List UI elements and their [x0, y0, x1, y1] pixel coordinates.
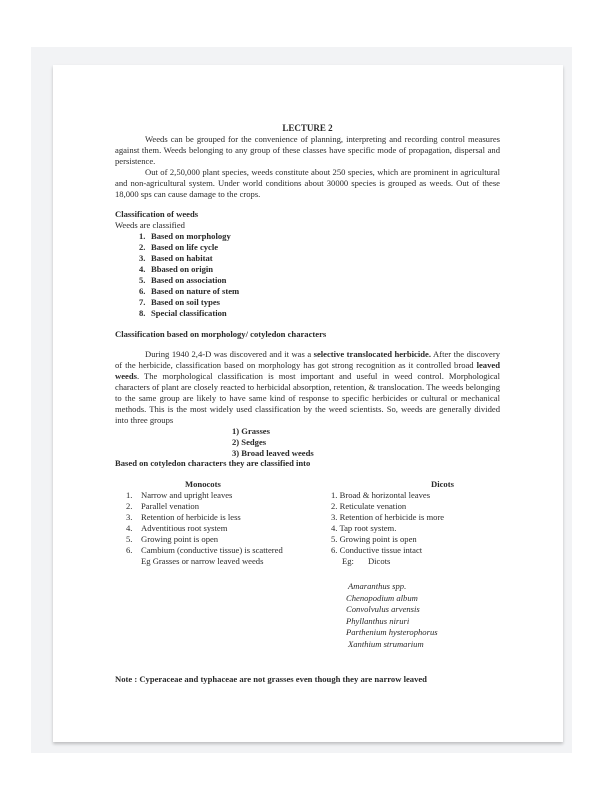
cotyledon-lead: Based on cotyledon characters they are classified into	[115, 458, 311, 469]
bold-term: selective translocated herbicide.	[313, 349, 431, 360]
list-item: 1. Broad & horizontal leaves	[331, 490, 431, 501]
comparison-columns	[115, 479, 500, 569]
list-item: 1. Narrow and upright leaves	[126, 490, 233, 501]
species-name: Parthenium hysterophorus	[346, 627, 438, 638]
page-title: LECTURE 2	[282, 123, 333, 133]
classification-list	[115, 231, 500, 318]
list-item: 3. Retention of herbicide is less	[126, 512, 241, 523]
list-item: 6. Cambium (conductive tissue) is scattered	[126, 544, 283, 555]
list-item: 2. Parallel venation	[126, 501, 199, 512]
list-item: 2. Based on life cycle	[139, 242, 219, 253]
list-item: 3. Retention of herbicide is more	[331, 512, 445, 523]
monocots-column	[126, 479, 346, 566]
list-item: 4. Tap root system.	[331, 523, 397, 533]
species-name: Phyllanthus niruri	[346, 615, 410, 626]
species-name: Chenopodium album	[346, 592, 418, 603]
species-name: Amaranthus spp.	[348, 581, 407, 592]
weed-groups-list	[115, 426, 500, 459]
list-item: 6. Based on nature of stem	[139, 285, 240, 296]
list-item: 4. Adventitious root system	[126, 523, 228, 533]
species-name: Convolvulus arvensis	[346, 604, 420, 615]
list-item: 3. Based on habitat	[139, 253, 213, 264]
list-item: 5. Based on association	[139, 274, 227, 285]
page-content	[115, 65, 500, 685]
list-item: 4. Bbased on origin	[139, 263, 214, 274]
dicots-heading: Dicots	[431, 479, 454, 490]
intro-paragraph-1: Weeds can be grouped for the convenience of planning, interpreting and recording control measures against them. Weeds belonging to any group of these classes have specific mode of propagation, dispersal and persistence.	[115, 134, 500, 166]
list-item: 5. Growing point is open	[126, 533, 219, 544]
list-item: 7. Based on soil types	[139, 296, 221, 307]
morphology-heading: Classification based on morphology/ cotyledon characters	[115, 328, 327, 339]
classification-lead: Weeds are classified	[115, 220, 185, 231]
species-name: Xanthium strumarium	[348, 638, 424, 649]
list-item: 3) Broad leaved weeds	[232, 447, 314, 458]
intro-paragraph-2: Out of 2,50,000 plant species, weeds constitute about 250 species, which are prominent in agricultural and non-agricultural system. Under world conditions about 30000 species is grouped as weeds. Out of these 18,000 sps can cause damage to the crops.	[115, 166, 500, 199]
document-page	[53, 65, 563, 742]
list-item: 8. Special classification	[139, 307, 227, 318]
list-item: 1) Grasses	[232, 425, 270, 436]
dicots-example: Eg: Dicots	[342, 555, 391, 566]
classification-heading: Classification of weeds	[115, 209, 199, 220]
bold-term: leaved weeds	[115, 360, 500, 382]
list-item: 2. Reticulate venation	[331, 501, 407, 512]
list-item: 1. Based on morphology	[139, 231, 231, 242]
monocots-example: Eg Grasses or narrow leaved weeds	[141, 555, 264, 566]
note-text: Note : Cyperaceae and typhaceae are not grasses even though they are narrow leaved	[115, 674, 427, 685]
dicot-species-list	[346, 581, 500, 650]
monocots-heading: Monocots	[185, 479, 221, 490]
dicots-column	[331, 479, 511, 566]
list-item: 2) Sedges	[232, 436, 267, 447]
list-item: 6. Conductive tissue intact	[331, 544, 423, 555]
morphology-paragraph: During 1940 2,4-D was discovered and it was a selective translocated herbicide. After the discovery of the herbicide, classification based on morphology has got strong recognition as it controlled broad leaved weeds. The morphological classification is most important and useful in weed control. Morphological characters of plant are closely reacted to herbicidal absorption, retention, & translocation. The weeds belonging to the same group are likely to have same kind of response to specific herbicides or cultural or mechanical methods. This is the most widely used classification by the weed scientists. So, weeds are generally divided into three groups	[115, 349, 501, 425]
list-item: 5. Growing point is open	[331, 533, 417, 544]
